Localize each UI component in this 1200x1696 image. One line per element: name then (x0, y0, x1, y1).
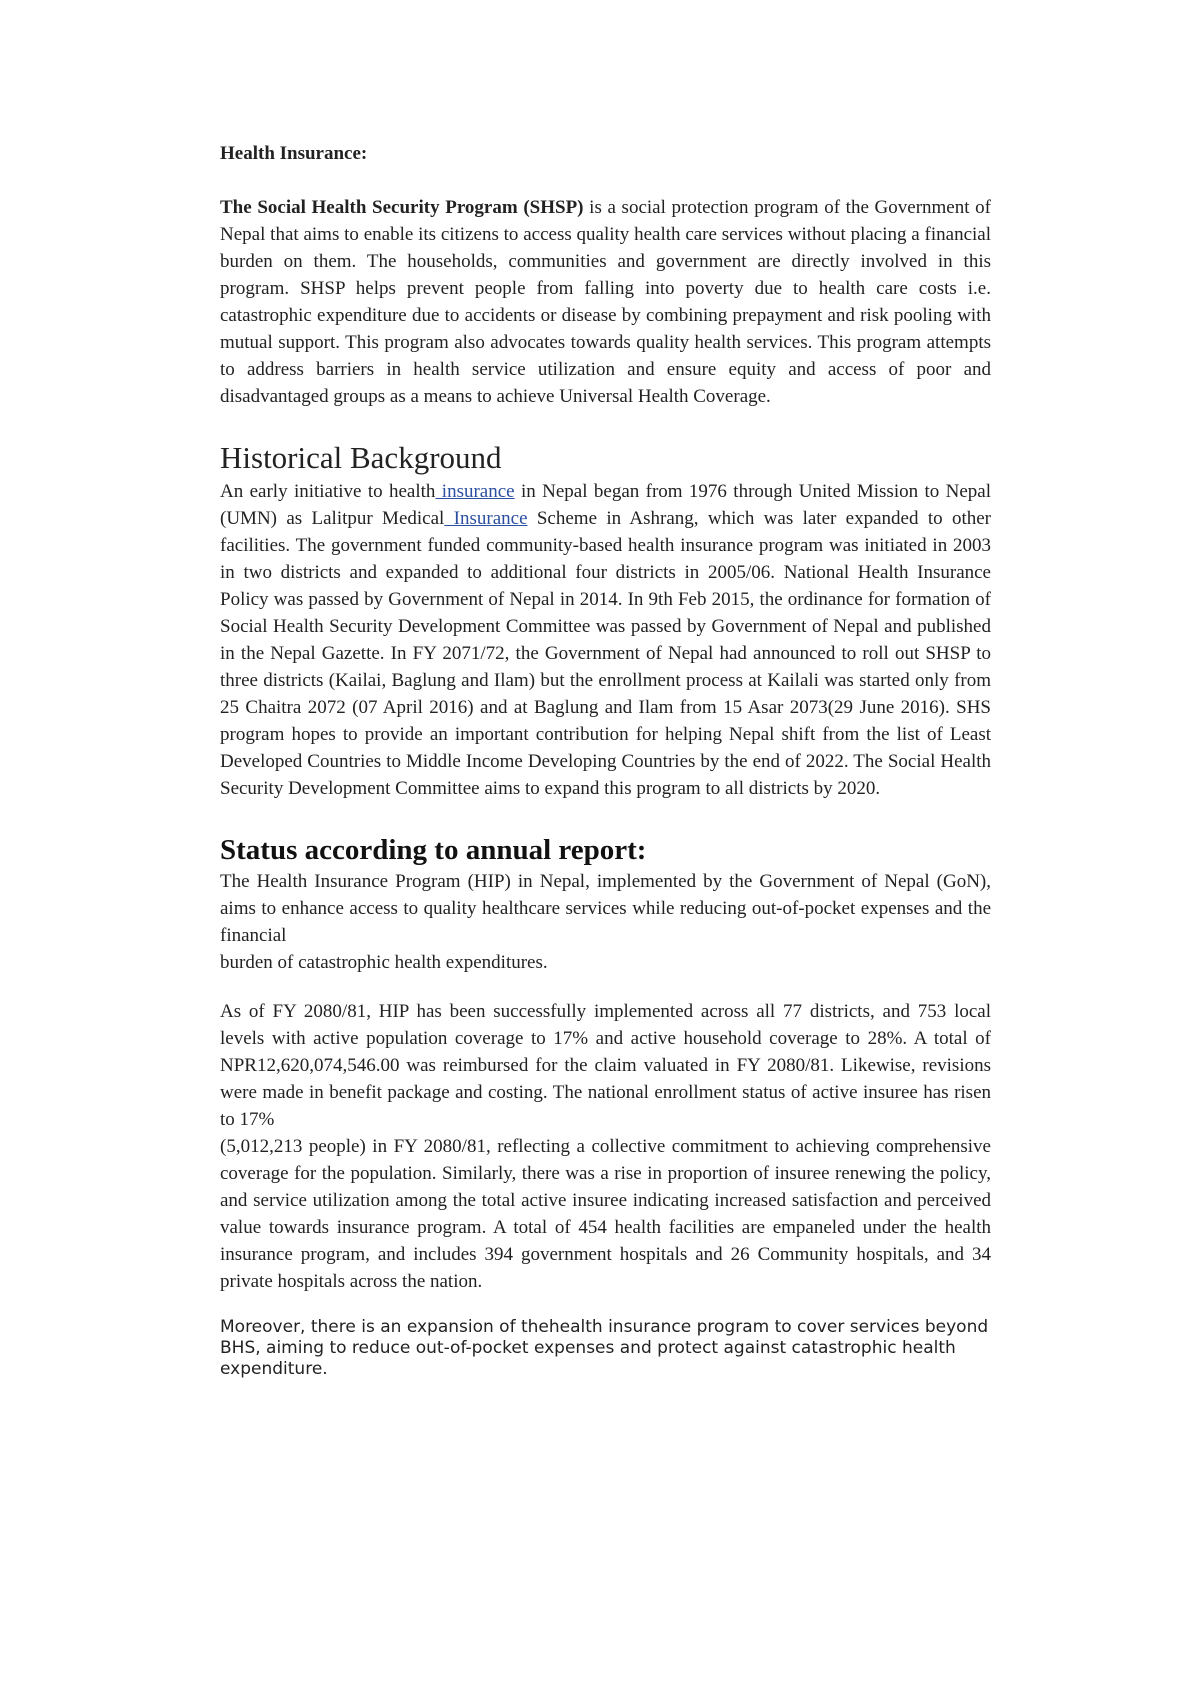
status-heading: Status according to annual report: (220, 834, 647, 866)
historical-text-2: in Nepal began from 1976 through United Mission to Nepal (UMN) as Lalitpur Medical (220, 481, 992, 529)
intro-lead: The Social Health Security Program (SHSP) (220, 197, 584, 218)
status-paragraph-1-cont: burden of catastrophic health expenditures. (220, 952, 548, 973)
status-paragraph-3: Moreover, there is an expansion of thehealth insurance program to cover services beyond BHS, aiming to reduce out-of-pocket expenses and protect against catastrophic health expenditure. (220, 1317, 989, 1379)
document-page (220, 140, 991, 1380)
status-paragraph-2: As of FY 2080/81, HIP has been successfully implemented across all 77 districts, and 753 local levels with active population coverage to 17% and active household coverage to 28%. A total of NPR12,620,074,546.00 was reimbursed for the claim valuated in FY 2080/81. Likewise, revisions were made in benefit package and costing. The national enrollment status of active insuree has risen to 17% (220, 1001, 991, 1130)
historical-heading: Historical Background (220, 440, 502, 475)
status-paragraph-1: The Health Insurance Program (HIP) in Nepal, implemented by the Government of Nepal (GoN), aims to enhance access to quality healthcare services while reducing out-of-pocket expenses and the financial (220, 871, 991, 946)
document-title: Health Insurance: (220, 143, 368, 164)
status-paragraph-2-cont: (5,012,213 people) in FY 2080/81, reflecting a collective commitment to achieving comprehensive coverage for the population. Similarly, there was a rise in proportion of insuree renewing the policy, and service utilization among the total active insuree indicating increased satisfaction and perceived value towards insurance program. A total of 454 health facilities are empaneled under the health insurance program, and includes 394 government hospitals and 26 Community hospitals, and 34 private hospitals across the nation. (220, 1136, 991, 1292)
intro-paragraph (220, 194, 991, 410)
historical-text-3: Scheme in Ashrang, which was later expanded to other facilities. The government funded community-based health insurance program was initiated in 2003 in two districts and expanded to additional four districts in 2005/06. National Health Insurance Policy was passed by Government of Nepal in 2014. In 9th Feb 2015, the ordinance for formation of Social Health Security Development Committee was passed by Government of Nepal and published in the Nepal Gazette. In FY 2071/72, the Government of Nepal had announced to roll out SHSP to three districts (Kailai, Baglung and Ilam) but the enrollment process at Kailali was started only from 25 Chaitra 2072 (07 April 2016) and at Baglung and Ilam from 15 Asar 2073(29 June 2016). SHS program hopes to provide an important contribution for helping Nepal shift from the list of Least Developed Countries to Middle Income Developing Countries by the end of 2022. The Social Health Security Development Committee aims to expand this program to all districts by 2020. (220, 508, 991, 799)
historical-text-1: An early initiative to health (220, 481, 436, 502)
intro-body: is a social protection program of the Government of Nepal that aims to enable its citizens to access quality health care services without placing a financial burden on them. The households, communities and government are directly involved in this program. SHSP helps prevent people from falling into poverty due to health care costs i.e. catastrophic expenditure due to accidents or disease by combining prepayment and risk pooling with mutual support. This program also advocates towards quality health services. This program attempts to address barriers in health service utilization and ensure equity and access of poor and disadvantaged groups as a means to achieve Universal Health Coverage. (220, 197, 991, 407)
insurance-link-2[interactable]: Insurance (444, 508, 528, 529)
historical-paragraph (220, 478, 991, 802)
paragraph-gap (220, 976, 991, 998)
insurance-link-1[interactable]: insurance (435, 481, 515, 502)
